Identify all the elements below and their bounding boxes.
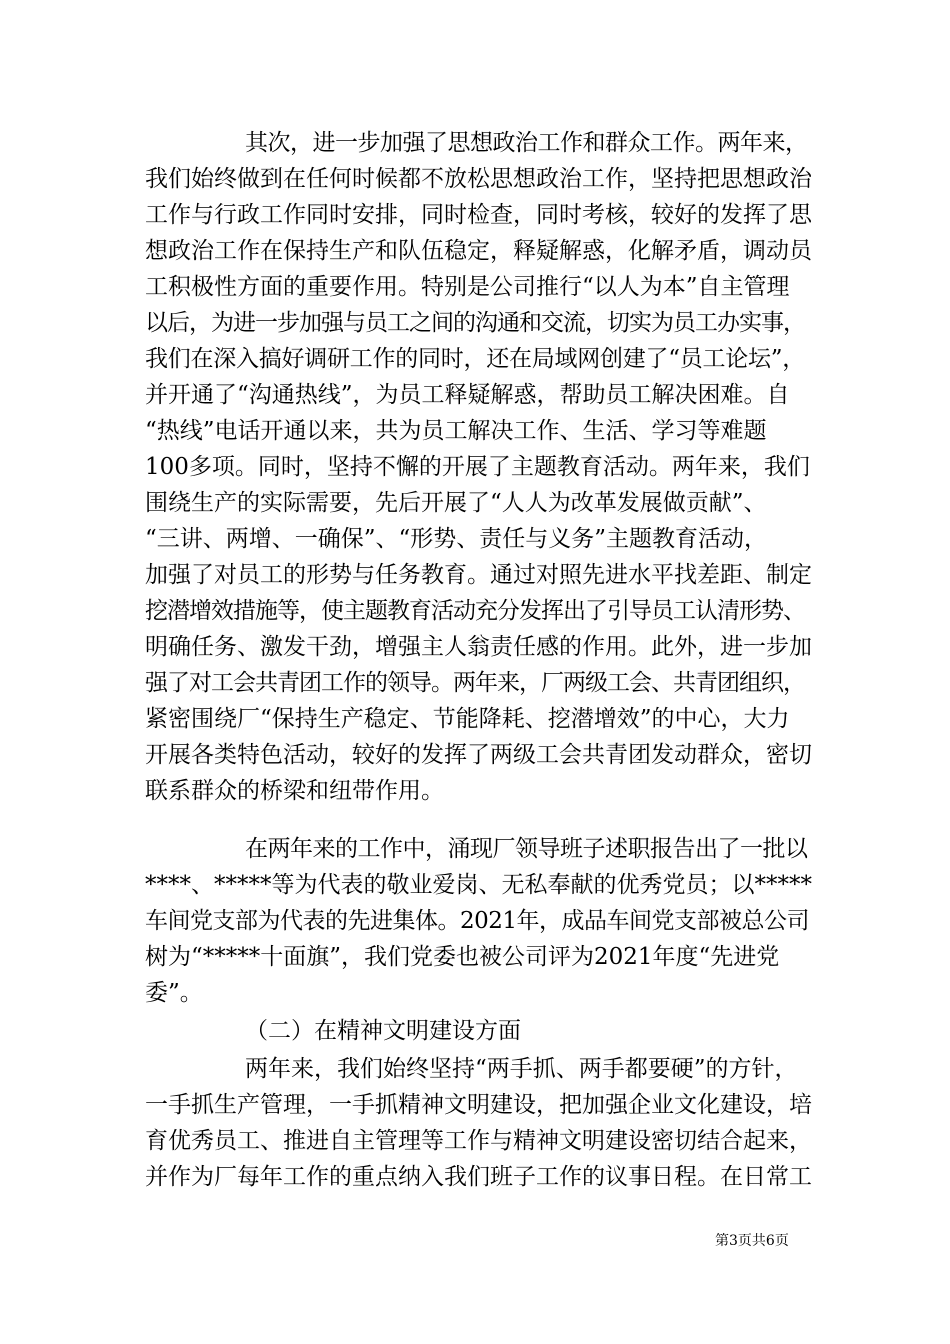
paragraph-line: 育优秀员工、推进自主管理等工作与精神文明建设密切结合起来， <box>145 1128 812 1154</box>
paragraph-line: “热线”电话开通以来，共为员工解决工作、生活、学习等难题 <box>145 418 767 444</box>
paragraph-line: 工积极性方面的重要作用。特别是公司推行“以人为本”自主管理 <box>145 274 790 300</box>
paragraph-line: 强了对工会共青团工作的领导。两年来，厂两级工会、共青团组织， <box>145 670 805 696</box>
paragraph-line: 工作与行政工作同时安排，同时检查，同时考核，较好的发挥了思 <box>145 202 812 228</box>
paragraph-line: “三讲、两增、一确保”、“形势、责任与义务”主题教育活动， <box>145 526 768 552</box>
paragraph-line: 我们在深入搞好调研工作的同时，还在局域网创建了“员工论坛”， <box>145 346 806 372</box>
page-number: 第3页共6页 <box>715 1233 789 1249</box>
paragraph-line: 并开通了“沟通热线”，为员工释疑解惑，帮助员工解决困难。自 <box>145 382 790 408</box>
paragraph-line: 其次，进一步加强了思想政治工作和群众工作。两年来， <box>245 130 808 156</box>
section-heading: （二）在精神文明建设方面 <box>245 1018 521 1044</box>
paragraph-line: 委”。 <box>145 980 203 1006</box>
paragraph-line: 车间党支部为代表的先进集体。2021年，成品车间党支部被总公司 <box>145 908 810 934</box>
paragraph-line: 挖潜增效措施等，使主题教育活动充分发挥出了引导员工认清形势、 <box>145 598 805 624</box>
paragraph-line: 联系群众的桥梁和纽带作用。 <box>145 778 444 804</box>
paragraph-line: 加强了对员工的形势与任务教育。通过对照先进水平找差距、制定 <box>145 562 812 588</box>
paragraph-line: 紧密围绕厂“保持生产稳定、节能降耗、挖潜增效”的中心，大力 <box>145 706 790 732</box>
paragraph-line: 树为“*****十面旗”，我们党委也被公司评为2021年度“先进党 <box>145 944 780 970</box>
paragraph-line: 以后，为进一步加强与员工之间的沟通和交流，切实为员工办实事， <box>145 310 805 336</box>
paragraph-line: 两年来，我们始终坚持“两手抓、两手都要硬”的方针， <box>245 1056 798 1082</box>
paragraph-line: 明确任务、激发干劲，增强主人翁责任感的作用。此外，进一步加 <box>145 634 812 660</box>
paragraph-line: 围绕生产的实际需要，先后开展了“人人为改革发展做贡献”、 <box>145 490 767 516</box>
paragraph-line: ****、*****等为代表的敬业爱岗、无私奉献的优秀党员；以***** <box>145 872 812 898</box>
paragraph-line: 开展各类特色活动，较好的发挥了两级工会共青团发动群众，密切 <box>145 742 812 768</box>
paragraph-line: 100多项。同时，坚持不懈的开展了主题教育活动。两年来，我们 <box>145 454 810 480</box>
paragraph-line: 我们始终做到在任何时候都不放松思想政治工作，坚持把思想政治 <box>145 166 812 192</box>
paragraph-line: 并作为厂每年工作的重点纳入我们班子工作的议事日程。在日常工 <box>145 1164 812 1190</box>
paragraph-line: 在两年来的工作中，涌现厂领导班子述职报告出了一批以 <box>245 836 808 862</box>
paragraph-line: 一手抓生产管理，一手抓精神文明建设，把加强企业文化建设，培 <box>145 1092 812 1118</box>
paragraph-line: 想政治工作在保持生产和队伍稳定，释疑解惑，化解矛盾，调动员 <box>145 238 812 264</box>
